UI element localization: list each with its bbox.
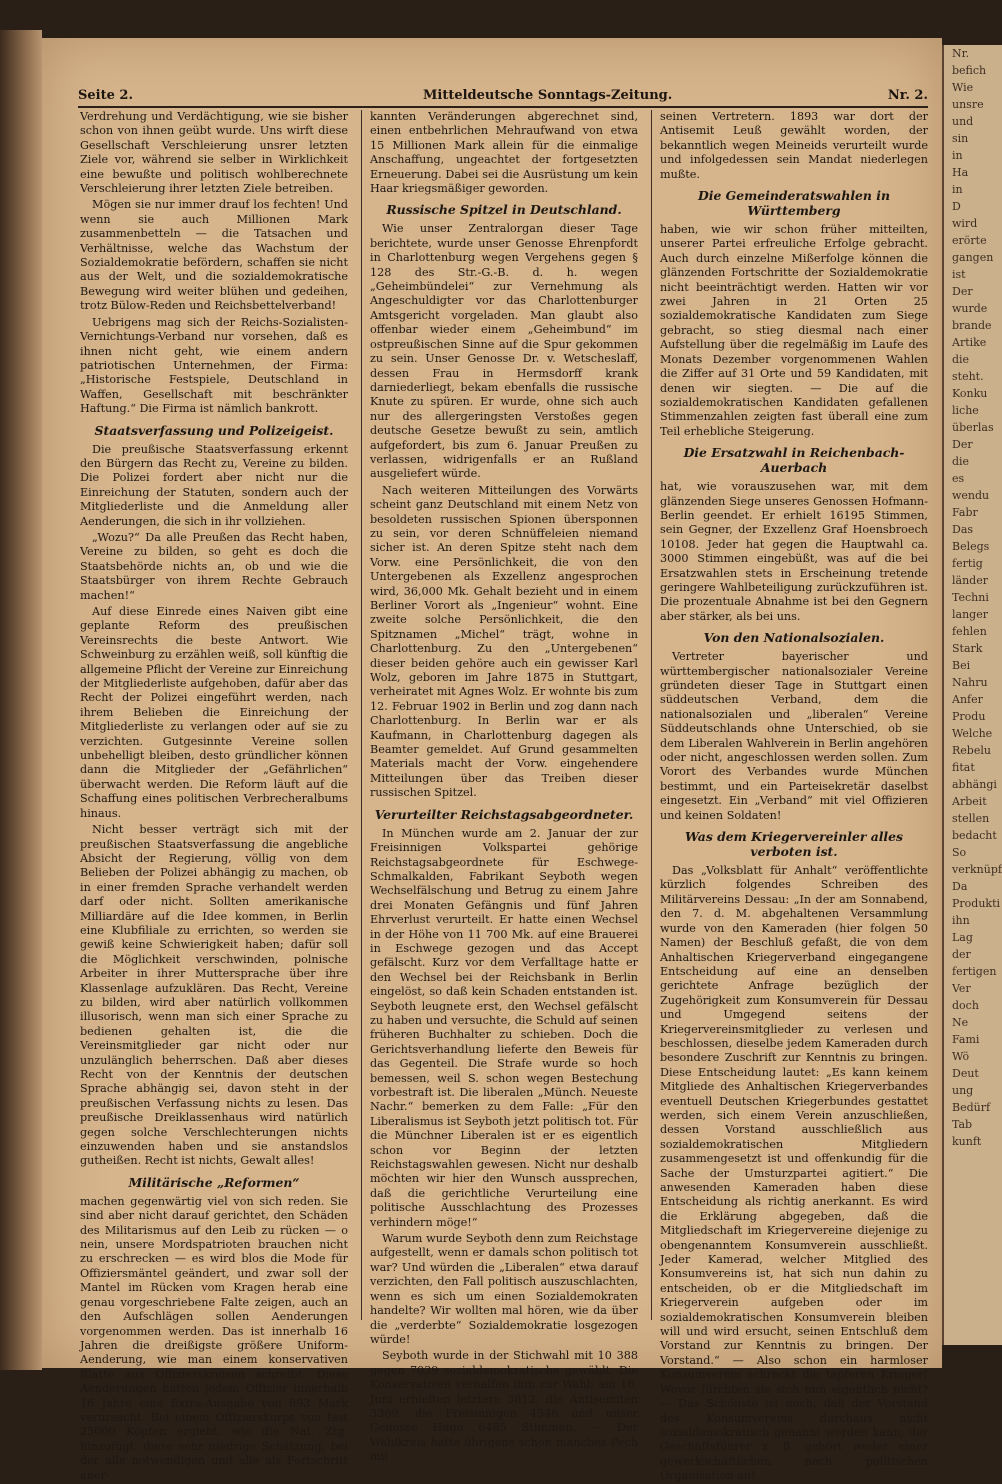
article-paragraph: Uebrigens mag sich der Reichs-Sozialisten-Vernichtungs-Verband nur vorsehen, daß es ihnen nicht geht, wie einem andern patriotischen Unternehmen, der Firma: „Historische Festspiele, Deutschland in Waffen, Gesellschaft mit beschränkter Haftung.“ Die Firma ist nämlich bankrott.	[80, 315, 348, 416]
adjacent-page-fragment: abhängi	[952, 778, 997, 791]
adjacent-page-fragment: es	[952, 472, 965, 485]
adjacent-page-fragment: Da	[952, 880, 968, 893]
article-paragraph: Vertreter bayerischer und württembergischer nationalsozialer Vereine gründeten dieser Tage in Stuttgart einen süddeutschen Verband, dem die nationalsozialen und „liberalen“ Vereine Süddeutschlands ohne Unterschied, ob sie dem Liberalen Wahlverein in Berlin angehören oder nicht, angeschlossen werden sollen. Zum Vorort des Verbandes wurde München bestimmt, und ein Parteisekretär daselbst eingesetzt. Ein „Verband“ mit viel Offizieren und keinen Soldaten!	[660, 650, 928, 822]
adjacent-page-fragment: wurde	[952, 302, 988, 315]
adjacent-page-fragment: Anfer	[952, 693, 983, 706]
adjacent-page-fragment: erörte	[952, 234, 987, 247]
adjacent-page-fragment: Nahru	[952, 676, 988, 689]
adjacent-page-fragment: fertig	[952, 557, 983, 570]
book-binding	[0, 30, 42, 1370]
article-paragraph: machen gegenwärtig viel von sich reden. Sie sind aber nicht darauf gerichtet, den Schäden des Militarismus auf den Leib zu rücken — o nein, unsere Mordspatrioten brauchen nicht zu erschrecken — es wird blos die Mode für Offiziersmäntel geändert, und zwar soll der Mantel im Rücken vom Kragen herab eine genau vorgeschriebene Falte zeigen, auch an den Aufschlägen sollen Aenderungen vorgenommen werden. Das ist innerhalb 16 Jahren die dreißigste größere Uniform-Aenderung, wie man einem konservativen Blatte aus Offizierskreisen schreibt. Diese Aenderungen hatten jedem Offizier innerhalb 16 Jahre eine Extra-Ausgabe von 893 Mark verursacht. Bei einem Offizierskorps von fast 25000 Köpfen ergiebt, wie die Nat. Ztg. hinzufügt, diese sehr niedrige Schätzung, bei der alle notwendigen und alle als Fortschritt aner-	[80, 1194, 348, 1482]
adjacent-page-fragment: Tab	[952, 1118, 973, 1131]
adjacent-page-fragment: unsre	[952, 98, 984, 111]
adjacent-page-fragment: Bei	[952, 659, 971, 672]
article-paragraph: „Wozu?“ Da alle Preußen das Recht haben, Vereine zu bilden, so geht es doch die Staatsbehörde nichts an, ob und wie die Staatsbürger von ihrem Rechte Gebrauch machen!“	[80, 530, 348, 602]
adjacent-page-fragment: befich	[952, 64, 987, 77]
article-heading: Was dem Kriegervereinler alles verboten ist.	[684, 829, 904, 860]
text-column-2	[370, 110, 638, 1464]
adjacent-page-fragment: langer	[952, 608, 988, 621]
adjacent-page-fragment: Artike	[952, 336, 987, 349]
newspaper-title: Mitteldeutsche Sonntags-Zeitung.	[423, 88, 673, 103]
adjacent-page-fragment: sin	[952, 132, 969, 145]
text-column-3	[660, 110, 928, 1483]
adjacent-page-fragment: steht.	[952, 370, 984, 383]
adjacent-page-fragment: Lag	[952, 931, 973, 944]
adjacent-page-fragment: die	[952, 353, 970, 366]
article-paragraph: In München wurde am 2. Januar der zur Freisinnigen Volkspartei gehörige Reichstagsabgeordnete für Eschwege-Schmalkalden, Fabrikant Seyboth wegen Wechselfälschung und Betrug zu einem Jahre drei Monaten Gefängnis und fünf Jahren Ehrverlust verurteilt. Er hatte einen Wechsel in der Höhe von 11 700 Mk. auf eine Brauerei in Eschwege gezogen und das Accept gefälscht. Kurz vor dem Verfalltage hatte er den Wechsel bei der Reichsbank in Berlin eingelöst, so daß kein Schaden entstanden ist. Seyboth leugnete erst, den Wechsel gefälscht zu haben und versuchte, die Schuld auf seinen früheren Buchhalter zu schieben. Doch die Gerichtsverhandlung lieferte den Beweis für das Gegenteil. Die Strafe wurde so hoch bemessen, weil S. schon wegen Bestechung vorbestraft ist. Die liberalen „Münch. Neueste Nachr.“ bemerken zu dem Falle: „Für den Liberalismus ist Seyboth jetzt politisch tot. Für die Münchner Liberalen ist er es eigentlich schon vor Beginn der letzten Reichstagswahlen gewesen. Nicht nur deshalb möchten wir hier den Wunsch aussprechen, daß die gerichtliche Verurteilung eine politische Ausschlachtung des Prozesses verhindern möge!“	[370, 826, 638, 1229]
adjacent-page-fragment: länder	[952, 574, 988, 587]
page-header	[78, 88, 928, 108]
article-paragraph: Wie unser Zentralorgan dieser Tage berichtete, wurde unser Genosse Ehrenpfordt in Charlottenburg wegen Vergehens gegen § 128 des Str.-G.-B. d. h. wegen „Geheimbündelei“ zur Vernehmung als Angeschuldigter vor das Charlottenburger Amtsgericht vorgeladen. Man glaubt also offenbar wieder einem „Geheimbund“ im ostpreußischen Sinne auf die Spur gekommen zu sein. Unser Genosse Dr. v. Wetscheslaff, dessen Frau in Hermsdorff krank darniederliegt, bekam ebenfalls die russische Knute zu spüren. Er wurde, ohne sich auch nur des allergeringsten Verstoßes gegen deutsche Gesetze bewußt zu sein, amtlich aufgefordert, bis zum 6. Januar Preußen zu verlassen, widrigenfalls er an Rußland ausgeliefert würde.	[370, 222, 638, 481]
article-heading: Die Gemeinderatswahlen in Württemberg	[698, 188, 890, 219]
adjacent-page-fragment: gangen	[952, 251, 994, 264]
adjacent-page-fragment: Fami	[952, 1033, 980, 1046]
page-number-label: Seite 2.	[78, 88, 133, 103]
article-paragraph: haben, wie wir schon früher mitteilten, unserer Partei erfreuliche Erfolge gebracht. Auch durch einzelne Mißerfolge können die glänzenden Fortschritte der Sozialdemokratie nicht beeinträchtigt werden. Hatten wir vor zwei Jahren in 21 Orten 25 sozialdemokratische Kandidaten zum Siege gebracht, so stieg diesmal nach einer Aufstellung über die regelmäßig im Laufe des Monats Dezember vorgenommenen Wahlen die Ziffer auf 31 Orte und 59 Kandidaten, mit denen wir siegten. — Die auf die sozialdemokratischen Kandidaten gefallenen Stimmenzahlen zeigten fast überall eine zum Teil erhebliche Steigerung.	[660, 223, 928, 438]
text-column-1	[80, 110, 348, 1482]
adjacent-page-fragment: Wö	[952, 1050, 970, 1063]
adjacent-page-fragment: wird	[952, 217, 978, 230]
adjacent-page-fragment: Der	[952, 438, 973, 451]
article-heading: Die Ersatzwahl in Reichenbach-Auerbach	[683, 445, 905, 476]
adjacent-page-fragment: Der	[952, 285, 973, 298]
adjacent-page-fragment: Produ	[952, 710, 986, 723]
adjacent-page-fragment: doch	[952, 999, 979, 1012]
article-paragraph: Auf diese Einrede eines Naiven gibt eine geplante Reform des preußischen Vereinsrechts die beste Antwort. Wie Schweinburg zu erzählen weiß, soll künftig die allgemeine Pflicht der Vereine zur Einreichung der Mitgliederliste aufgehoben, dafür aber das Recht der Polizei eingeführt werden, nach ihrem Belieben die Einreichung der Mitgliederliste zu verlangen oder auf sie zu verzichten. Gutgesinnte Vereine sollen unbehelligt bleiben, desto gründlicher können dann die Mitglieder der „Gefährlichen“ überwacht werden. Die Reform läuft auf die Schaffung eines politischen Verbrecheralbums hinaus.	[80, 605, 348, 820]
adjacent-page-fragment: wendu	[952, 489, 990, 502]
adjacent-page-edge	[942, 45, 1002, 1345]
adjacent-page-fragment: Ha	[952, 166, 969, 179]
adjacent-page-fragment: bedacht	[952, 829, 997, 842]
adjacent-page-fragment: Produkti	[952, 897, 1001, 910]
article-paragraph: hat, wie vorauszusehen war, mit dem glänzenden Siege unseres Genossen Hofmann-Berlin geendet. Er erhielt 16195 Stimmen, sein Gegner, der Exzellenz Graf Hoensbroech 10108. Jeder hat gegen die Hauptwahl ca. 3000 Stimmen eingebüßt, was auf die bei Ersatzwahlen stets in Erscheinung tretende geringere Wahlbeteiligung zurückzuführen ist. Die prozentuale Abnahme ist bei den Gegnern aber stärker, als bei uns.	[660, 480, 928, 623]
adjacent-page-fragment: brande	[952, 319, 992, 332]
adjacent-page-fragment: fertigen	[952, 965, 997, 978]
adjacent-page-fragment: in	[952, 149, 963, 162]
article-paragraph: Nach weiteren Mitteilungen des Vorwärts scheint ganz Deutschland mit einem Netz von besoldeten russischen Spionen übersponnen zu sein, vor deren Schnüffeleien niemand sicher ist. An deren Spitze steht nach dem Vorw. eine Persönlichkeit, die von den Untergebenen als Exzellenz angesprochen wird, 36,000 Mk. Gehalt bezieht und in einem Berliner Vorort als „Ingenieur“ wohnt. Eine zweite solche Persönlichkeit, die den Spitznamen „Michel“ trägt, wohne in Charlottenburg. Zu den „Untergebenen“ dieser beiden gehöre auch ein gewisser Karl Wolz, geboren im Jahre 1875 in Stuttgart, verheiratet mit Agnes Wolz. Er wohnte bis zum 12. Februar 1902 in Berlin und zog dann nach Charlottenburg. In Berlin war er als Kaufmann, in Charlottenburg dagegen als Beamter gemeldet. Auf Grund gesammelten Materials macht der Vorw. eingehendere Mitteilungen über das Treiben dieser russischen Spitzel.	[370, 483, 638, 800]
article-paragraph: Verdrehung und Verdächtigung, wie sie bisher schon von ihnen geübt wurde. Uns wirft diese Gesellschaft Verschleierung unsrer letzten Ziele vor, während sie selber in Wirklichkeit eine bewußte und politisch wohlberechnete Verschleierung ihrer letzten Ziele betreiben.	[80, 110, 348, 196]
article-heading: Militärische „Reformen“	[128, 1174, 300, 1190]
article-paragraph: Seyboth wurde in der Stichwahl mit 10 388 gegen 7039 sozialdemokratische gewählt. Die Konservativen verhalfen ihm zur Wahl; am 16. Juni erhielten letztere 3812, die Antisemiten 3309, die Freisinnigen 4546 und unser Genosse Hugo 6485 Stimmen. — Der Wahlkreis hatte übrigens schon manches Pech mit	[370, 1349, 638, 1464]
adjacent-page-fragment: Techni	[952, 591, 989, 604]
article-paragraph: Mögen sie nur immer drauf los fechten! Und wenn sie auch Millionen Mark zusammenbetteln — die Tatsachen und Verhältnisse, welche das Wachstum der Sozialdemokratie befördern, schaffen sie nicht aus der Welt, und die sozialdemokratische Bewegung wird weiter blühen und gedeihen, trotz Bülow-Reden und Reichsbettelverband!	[80, 198, 348, 313]
adjacent-page-fragment: So	[952, 846, 967, 859]
article-paragraph: Nicht besser verträgt sich mit der preußischen Staatsverfassung die angebliche Absicht der Regierung, völlig von dem Belieben der Polizei abhängig zu machen, ob in einer fremden Sprache verhandelt werden darf oder nicht. Sollten amerikanische Milliardäre auf die Idee kommen, in Berlin eine Klubfiliale zu errichten, so werden sie gewiß keine Schwierigkeit haben; dafür soll die Möglichkeit verschwinden, polnische Arbeiter in ihrer Muttersprache über ihre Klassenlage aufzuklären. Das Recht, Vereine zu bilden, wird aber natürlich vollkommen illusorisch, wenn man sich einer Sprache zu bedienen gehalten ist, die die Vereinsmitglieder gar nicht oder nur unzulänglich beherrschen. Daß aber dieses Recht von der Kenntnis der deutschen Sprache abhängig sei, davon steht in der preußischen Verfassung nichts zu lesen. Das preußische Dreiklassenhaus wird natürlich gegen solche Verschlechterungen nichts einzuwenden haben und sie anstandslos gutheißen. Recht ist nichts, Gewalt alles!	[80, 823, 348, 1168]
adjacent-page-fragment: ung	[952, 1084, 974, 1097]
article-paragraph: Das „Volksblatt für Anhalt“ veröffentlichte kürzlich folgendes Schreiben des Militärvereins Dessau: „In der am Sonnabend, den 7. d. M. abgehaltenen Versammlung wurde von den Kameraden (hier folgen 50 Namen) der Beschluß gefaßt, die von dem Anhaltischen Kriegerverband eingegangene Entscheidung auf eine an denselben gerichtete Anfrage bezüglich der Zugehörigkeit zum Konsumverein für Dessau und Umgegend seitens der Kriegervereinsmitglieder zu verlesen und beschlossen, dieselbe jedem Kameraden durch besondere Zuschrift zur Kenntnis zu bringen. Diese Entscheidung lautet: „Es kann keinem Mitgliede des Anhaltischen Kriegerverbandes eventuell Deutschen Kriegerbundes gestattet werden, sich einem Verein anzuschließen, dessen Vorstand ausschließlich aus sozialdemokratischen Mitgliedern zusammengesetzt ist und offenkundig für die Sache der Umsturzpartei agitiert.“ Die anwesenden Kameraden haben diese Entscheidung als richtig anerkannt. Es wird die Erklärung abgegeben, daß die Mitgliedschaft im Kriegervereine diejenige zu obengenanntem Konsumverein ausschließt. Jeder Kamerad, welcher Mitglied des Konsumvereins ist, hat sich nun dahin zu entscheiden, ob er die Mitgliedschaft im Kriegerverein aufgeben oder im sozialdemokratischen Konsumverein bleiben will und wird ersucht, seinen Entschluß dem Vorstand zur Kenntnis zu bringen. Der Vorstand.“ — Also schon ein harmloser Konsumverein schreckt die tapferen Krieger! Wovor fürchten sie sich nun eigentlich nicht? — Das Schönste ist noch, daß der Vorstand des Konsumvereins durchaus nicht sozialdemokratisch genannt werden kann; der Geschäftsführer z. B. gehört weder einer gewerkschaftlichen noch politischen Organisation an!	[660, 864, 928, 1483]
adjacent-page-fragment: verknüpf	[952, 863, 1002, 876]
adjacent-page-fragment: Ver	[952, 982, 971, 995]
adjacent-page-fragment: Bedürf	[952, 1101, 991, 1114]
column-rule	[361, 110, 362, 1320]
adjacent-page-fragment: die	[952, 455, 970, 468]
article-heading: Staatsverfassung und Polizeigeist.	[94, 422, 334, 438]
article-heading: Von den Nationalsozialen.	[703, 630, 885, 646]
adjacent-page-fragment: Wie	[952, 81, 974, 94]
adjacent-page-fragment: in	[952, 183, 963, 196]
adjacent-page-fragment: Belegs	[952, 540, 990, 553]
issue-number: Nr. 2.	[887, 88, 928, 103]
adjacent-page-fragment: ist	[952, 268, 966, 281]
adjacent-page-fragment: Ne	[952, 1016, 969, 1029]
adjacent-page-fragment: liche	[952, 404, 979, 417]
adjacent-page-fragment: Arbeit	[952, 795, 987, 808]
adjacent-page-fragment: überlas	[952, 421, 994, 434]
adjacent-page-fragment: stellen	[952, 812, 990, 825]
adjacent-page-fragment: Fabr	[952, 506, 978, 519]
adjacent-page-fragment: Stark	[952, 642, 983, 655]
adjacent-page-fragment: fitat	[952, 761, 975, 774]
adjacent-page-fragment: Konku	[952, 387, 988, 400]
adjacent-page-fragment: der	[952, 948, 971, 961]
adjacent-page-fragment: und	[952, 115, 974, 128]
adjacent-page-fragment: D	[952, 200, 961, 213]
adjacent-page-fragment: ihn	[952, 914, 970, 927]
column-rule	[651, 110, 652, 1320]
adjacent-page-fragment: fehlen	[952, 625, 987, 638]
article-paragraph: Die preußische Staatsverfassung erkennt den Bürgern das Recht zu, Vereine zu bilden. Die Polizei fordert aber nicht nur die Einreichung der Statuten, sondern auch der Mitgliederliste und die Anmeldung aller Aenderungen, die sich in ihr vollziehen.	[80, 442, 348, 528]
adjacent-page-fragment: kunft	[952, 1135, 982, 1148]
adjacent-page-fragment: Welche	[952, 727, 993, 740]
article-paragraph: kannten Veränderungen abgerechnet sind, einen entbehrlichen Mehraufwand von etwa 15 Millionen Mark allein für die einmalige Anschaffung, ungeachtet der fortgesetzten Erneuerung. Dabei sei die Ausrüstung um kein Haar kriegsmäßiger geworden.	[370, 110, 638, 196]
article-paragraph: Warum wurde Seyboth denn zum Reichstage aufgestellt, wenn er damals schon politisch tot war? Und würden die „Liberalen“ etwa darauf verzichten, den Fall politisch auszuschlachten, wenn es sich um einen Sozialdemokraten handelte? Wir wollten mal hören, wie da über die „verderbte“ Sozialdemokratie losgezogen würde!	[370, 1232, 638, 1346]
article-heading: Russische Spitzel in Deutschland.	[386, 202, 622, 218]
adjacent-page-fragment: Deut	[952, 1067, 979, 1080]
article-heading: Verurteilter Reichstagsabgeordneter.	[374, 806, 634, 822]
adjacent-page-fragment: Nr.	[952, 47, 970, 60]
article-paragraph: seinen Vertretern. 1893 war dort der Antisemit Leuß gewählt worden, der bekanntlich wegen Meineids verurteilt wurde und infolgedessen sein Mandat niederlegen mußte.	[660, 110, 928, 181]
adjacent-page-fragment: Das	[952, 523, 974, 536]
adjacent-page-fragment: Rebelu	[952, 744, 991, 757]
